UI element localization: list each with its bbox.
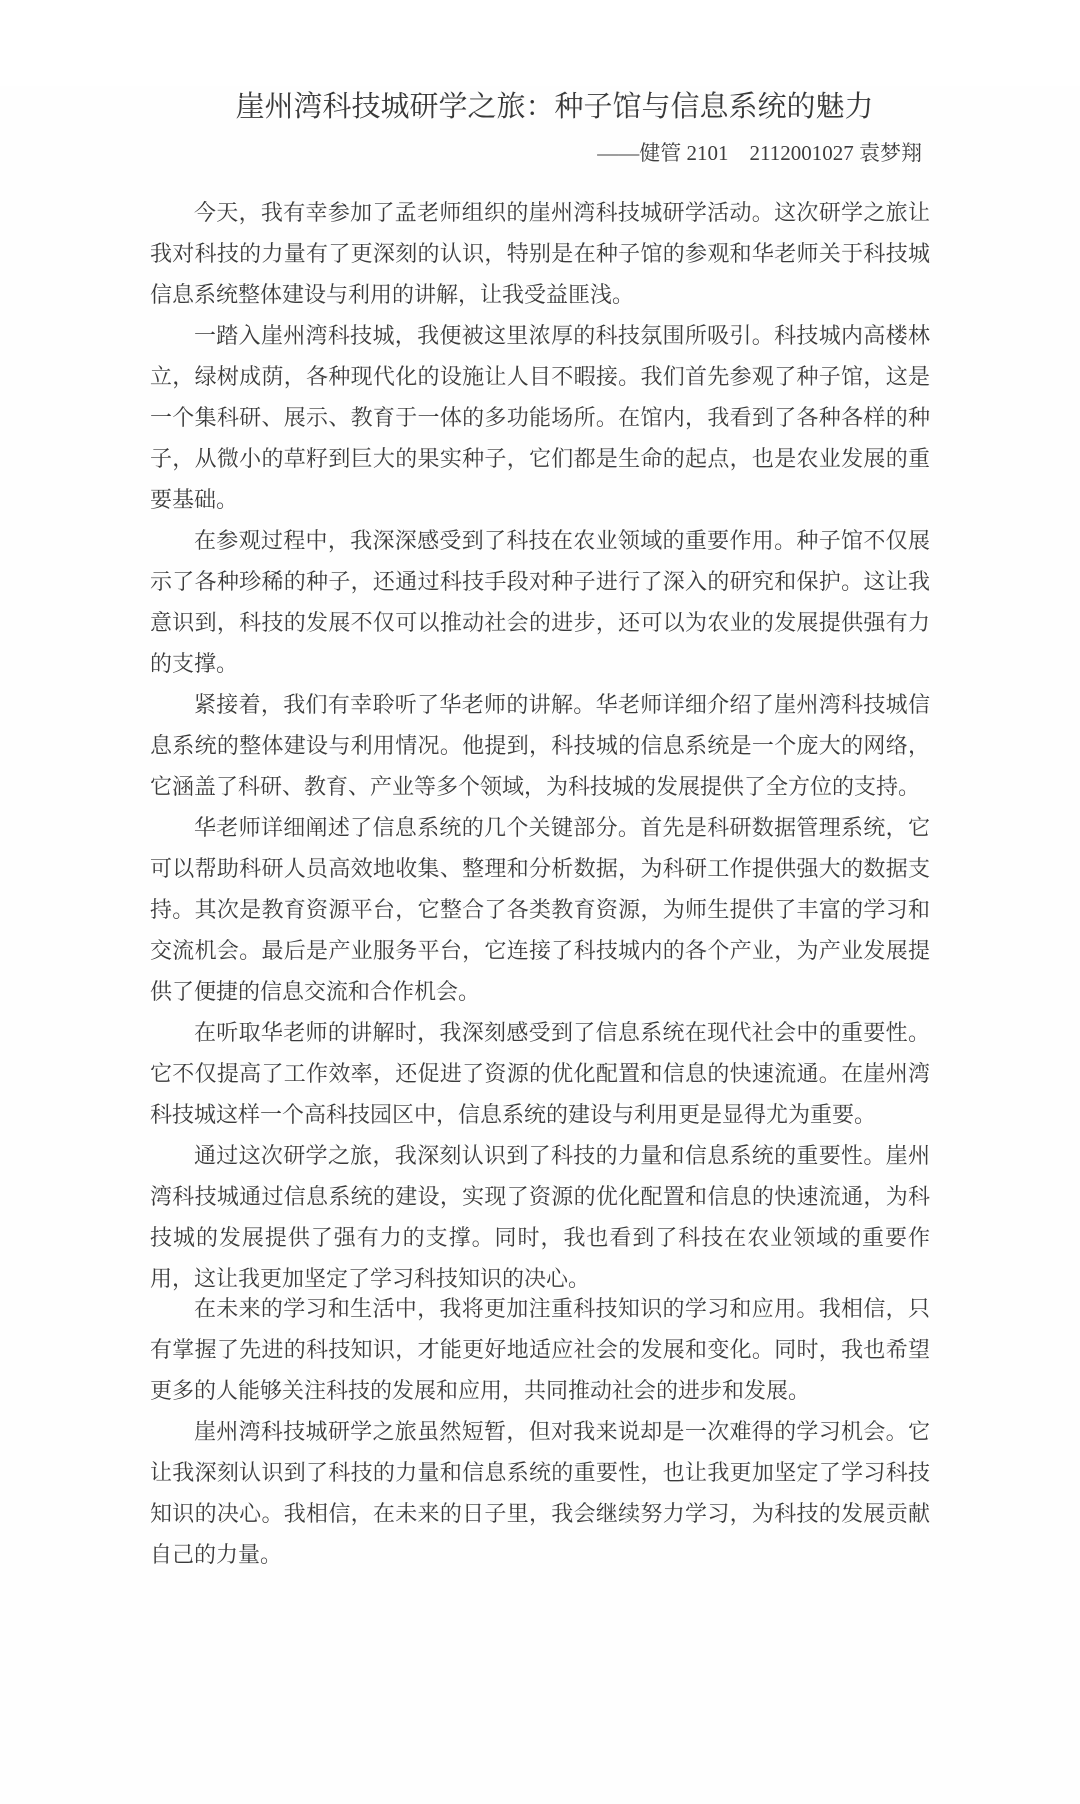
document-title: 崖州湾科技城研学之旅：种子馆与信息系统的魅力 xyxy=(235,91,874,123)
document-byline: ——健管 2101 2112001027 袁梦翔 xyxy=(597,141,922,165)
document-page xyxy=(0,86,1080,1804)
paragraph: 一踏入崖州湾科技城，我便被这里浓厚的科技氛围所吸引。科技城内高楼林立，绿树成荫，各种现代化的设施让人目不暇接。我们首先参观了种子馆，这是一个集科研、展示、教育于一体的多功能场所。在馆内，我看到了各种各样的种子，从微小的草籽到巨大的果实种子，它们都是生命的起点，也是农业发展的重要基础。 xyxy=(150,323,930,512)
paragraph: 华老师详细阐述了信息系统的几个关键部分。首先是科研数据管理系统，它可以帮助科研人员高效地收集、整理和分析数据，为科研工作提供强大的数据支持。其次是教育资源平台，它整合了各类教育资源，为师生提供了丰富的学习和交流机会。最后是产业服务平台，它连接了科技城内的各个产业，为产业发展提供了便捷的信息交流和合作机会。 xyxy=(150,815,930,1004)
document-body xyxy=(150,192,930,1575)
paragraph: 通过这次研学之旅，我深刻认识到了科技的力量和信息系统的重要性。崖州湾科技城通过信息系统的建设，实现了资源的优化配置和信息的快速流通，为科技城的发展提供了强有力的支撑。同时，我也看到了科技在农业领域的重要作用，这让我更加坚定了学习科技知识的决心。 xyxy=(150,1143,930,1291)
paragraph: 崖州湾科技城研学之旅虽然短暂，但对我来说却是一次难得的学习机会。它让我深刻认识到了科技的力量和信息系统的重要性，也让我更加坚定了学习科技知识的决心。我相信，在未来的日子里，我会继续努力学习，为科技的发展贡献自己的力量。 xyxy=(150,1419,930,1567)
paragraph: 今天，我有幸参加了孟老师组织的崖州湾科技城研学活动。这次研学之旅让我对科技的力量有了更深刻的认识，特别是在种子馆的参观和华老师关于科技城信息系统整体建设与利用的讲解，让我受益匪浅。 xyxy=(150,200,930,307)
paragraph: 在听取华老师的讲解时，我深刻感受到了信息系统在现代社会中的重要性。它不仅提高了工作效率，还促进了资源的优化配置和信息的快速流通。在崖州湾科技城这样一个高科技园区中，信息系统的建设与利用更是显得尤为重要。 xyxy=(150,1020,930,1127)
paragraph: 在参观过程中，我深深感受到了科技在农业领域的重要作用。种子馆不仅展示了各种珍稀的种子，还通过科技手段对种子进行了深入的研究和保护。这让我意识到，科技的发展不仅可以推动社会的进步，还可以为农业的发展提供强有力的支撑。 xyxy=(150,528,930,676)
paragraph: 在未来的学习和生活中，我将更加注重科技知识的学习和应用。我相信，只有掌握了先进的科技知识，才能更好地适应社会的发展和变化。同时，我也希望更多的人能够关注科技的发展和应用，共同推动社会的进步和发展。 xyxy=(150,1296,930,1403)
paragraph: 紧接着，我们有幸聆听了华老师的讲解。华老师详细介绍了崖州湾科技城信息系统的整体建设与利用情况。他提到，科技城的信息系统是一个庞大的网络，它涵盖了科研、教育、产业等多个领域，为科技城的发展提供了全方位的支持。 xyxy=(150,692,930,799)
